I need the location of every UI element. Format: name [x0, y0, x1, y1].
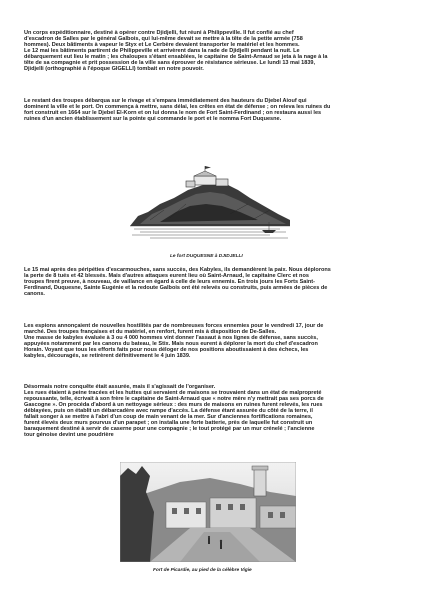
fort-de-picardie-photo: [120, 462, 296, 562]
text-line: Le 15 mai après des péripéties d'escarmouches, sans succès, des Kabyles, ils demandèrent la paix. Nous déplorons: [24, 267, 331, 273]
text-line: débarquement eut lieu le matin ; les chaloupes s'étant ensablées, le capitaine de Saint-Arnaud se jeta à la nage à la: [24, 54, 328, 61]
photo-caption: Fort de Picardie, au pied de la célèbre Vigie: [153, 568, 252, 573]
text-line: Une masse de kabyles évaluée à 3 ou 4 000 hommes vint donner l'assaut à nos lignes de défense, sans succès,: [24, 335, 318, 342]
engraving-caption: Le fort DUQUESNE à DJIDJELLI: [170, 254, 243, 259]
text-line: ruines d'un ancien établissement sur la pointe qui commande le port et le nomma Fort Duquesne.: [24, 116, 282, 123]
text-line: Les espions annonçaient de nouvelles hostilités par de nombreuses forces ennemies pour le vendredi 17, jour de: [24, 323, 324, 329]
text-line: hommes). Deux bâtiments à vapeur le Styx et Le Cerbère devaient transporter le matériel et les hommes.: [24, 42, 300, 49]
text-line: kabyles, découragés, se retirèrent définitivement le 4 juin 1839.: [24, 353, 191, 360]
text-line: marché. Des troupes françaises et du matériel, en renfort, furent mis à disposition de De-Salles.: [24, 329, 277, 336]
paragraph-assault: [24, 323, 404, 359]
text-line: baraquement destiné à servir de caserne pour une compagnie ; le tout protégé par un mur crénelé ; l'ancienne: [24, 426, 315, 433]
text-line: appuyées notamment par les canons du bateau, le Stix. Mais nous eurent à déplorer la mort du chef d'escadron: [24, 341, 318, 348]
text-line: Désormais notre conquête était assurée, mais il s'agissait de l'organiser.: [24, 384, 216, 390]
text-line: tour génoise devint une poudrière: [24, 432, 114, 439]
text-line: furent élevés deux murs pourvus d'un parapet ; on installa une forte batterie, près de laquelle fut construit un: [24, 420, 313, 427]
text-line: déblayées, puis on établit un débarcadère avec rampe d'accès. La défense étant assurée du côté de la terre, il: [24, 408, 313, 415]
text-line: canons.: [24, 291, 45, 298]
text-line: Un corps expéditionnaire, destiné à opérer contre Djidjelli, fut réuni à Philippeville. Il fut confié au chef: [24, 30, 294, 36]
text-line: Les rues étaient à peine tracées et les huttes qui servaient de maisons se trouvaient dans un état de malpropreté: [24, 390, 322, 397]
paragraph-peace-request: [24, 267, 404, 297]
text-line: Le restant des troupes débarqua sur le rivage et s'empara immédiatement des hauteurs du Djebel Aiouf qui: [24, 98, 307, 104]
text-line: fallait songer à se mettre à l'abri d'un coup de main venant de la mer. Sur d'anciennes fortifications romaines,: [24, 414, 313, 421]
paragraph-fortifications: [24, 98, 404, 122]
text-line: repoussante, telle, écrivait à son frère le capitaine de Saint-Arnaud que « notre mère n'y mettrait pas ses porcs de: [24, 396, 324, 403]
paragraph-expedition: [24, 30, 404, 72]
text-line: fort construit en 1664 sur le Djebel El-Korn et on lui donna le nom de Fort Saint-Ferdinand ; on restaura aussi les: [24, 110, 322, 117]
text-line: troupes firent preuve, à nouveau, de vaillance en égard à celle de leurs ennemis. En trois jours les Forts Saint-: [24, 279, 315, 286]
text-line: dominent la ville et le port. On commença à mettre, sans délai, les crêtes en état de défense ; on releva les ruines du: [24, 104, 331, 111]
fort-duquesne-engraving: [130, 164, 290, 240]
text-line: la perte de 8 tués et 42 blessés. Mais d'autres attaques eurent lieu où Saint-Arnaud, le capitaine Clerc et nos: [24, 273, 309, 280]
paragraph-organisation: [24, 384, 404, 438]
text-line: d'escadron de Salles par le général Galbois, qui lui-même devait se mettre à la tête de la petite armée (758: [24, 36, 303, 43]
text-line: Gascogne ». On procéda d'abord à un nettoyage sérieux : des murs de maisons en ruines furent relevés, les rues: [24, 402, 323, 409]
text-line: Djidjelli (orthographié à l'époque GIGELLI) tombait en notre pouvoir.: [24, 66, 204, 73]
text-line: Le 12 mai les bâtiments partirent de Philippeville et arrivèrent dans la rade de Djidjelli pendant la nuit. Le: [24, 48, 300, 55]
text-line: Horain. Voyant que tous les efforts faits pour nous déloger de nos positions aboutissaient à des échecs, les: [24, 347, 309, 354]
text-line: Ferdinand, Duquesne, Sainte Eugénie et la redoute Galbois ont été relevés ou construits, puis armées de pièces de: [24, 285, 328, 292]
text-line: tête de sa compagnie et prit possession de la ville sans éprouver de résistance sérieuse. Le lundi 13 mai 1839,: [24, 60, 316, 67]
